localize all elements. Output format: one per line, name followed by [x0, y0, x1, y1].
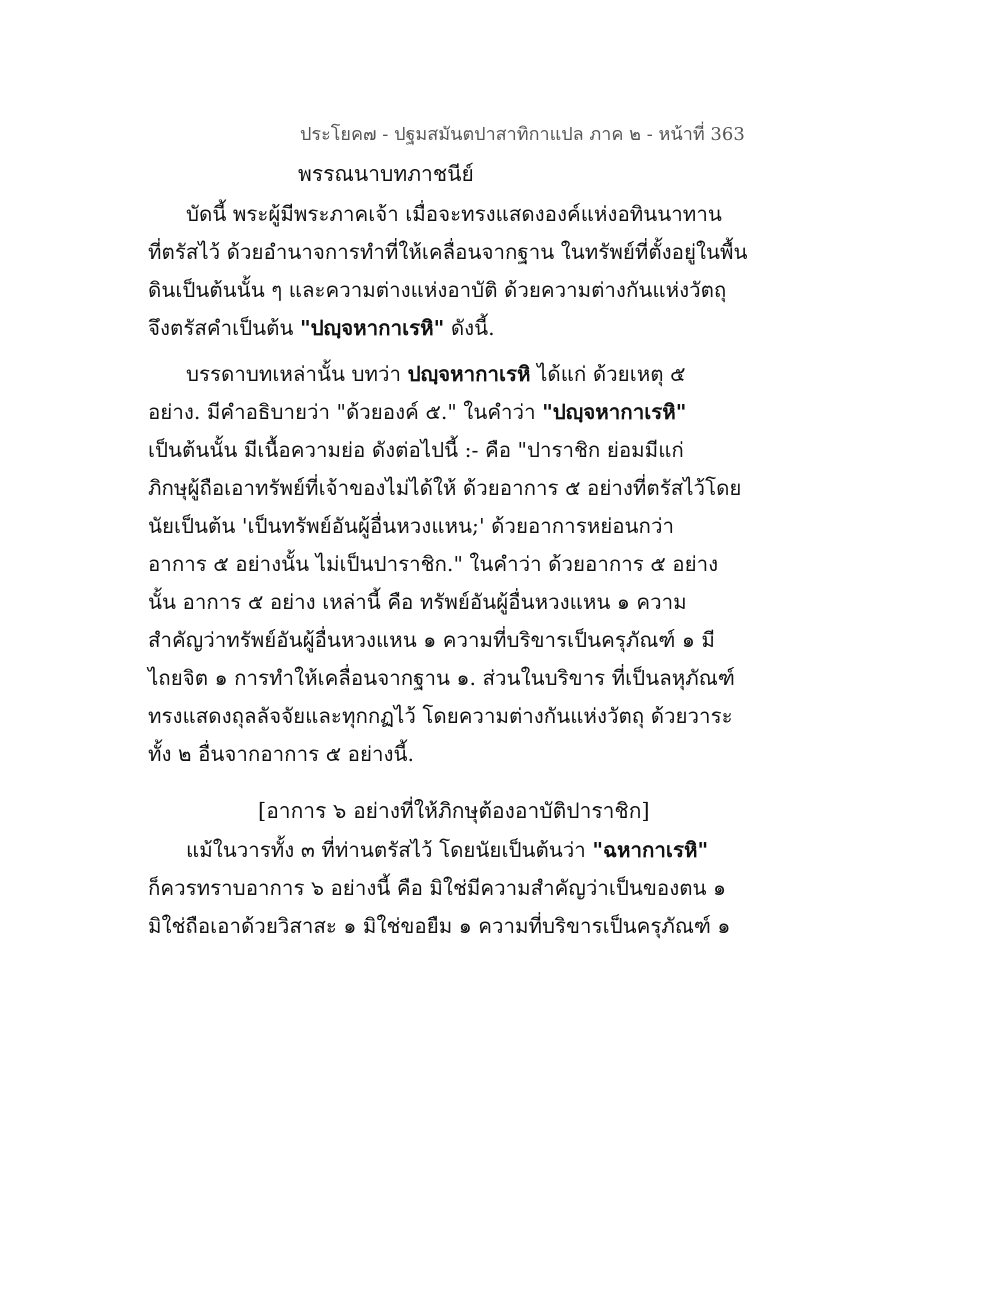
- paragraph-2-line-3: เป็นต้นนั้น มีเนื้อความย่อ ดังต่อไปนี้ :- คือ "ปาราชิก ย่อมมีแก่: [148, 438, 684, 462]
- paragraph-2-line-7: นั้น อาการ ๕ อย่าง เหล่านี้ คือ ทรัพย์อันผู้อื่นหวงแหน ๑ ความ: [148, 590, 687, 614]
- subsection-title: [อาการ ๖ อย่างที่ให้ภิกษุต้องอาบัติปาราชิก]: [258, 799, 650, 823]
- paragraph-1-line-4: [148, 314, 495, 342]
- paragraph-1-term-panca: "ปญฺจหากาเรหิ": [299, 316, 445, 340]
- paragraph-1-line-4-text-a: จึงตรัสคำเป็นต้น: [148, 316, 300, 340]
- running-head: ประโยค๗ - ปฐมสมันตปาสาทิกาแปล ภาค ๒ - หน้าที่ 363: [300, 124, 745, 145]
- paragraph-3-line-2: ก็ควรทราบอาการ ๖ อย่างนี้ คือ มิใช่มีความสำคัญว่าเป็นของตน ๑: [148, 876, 727, 900]
- paragraph-3-term-cha: "ฉหากาเรหิ": [592, 838, 709, 862]
- paragraph-2-line-5: นัยเป็นต้น 'เป็นทรัพย์อันผู้อื่นหวงแหน;' ด้วยอาการหย่อนกว่า: [148, 514, 674, 538]
- paragraph-1-line-3: ดินเป็นต้นนั้น ๆ และความต่างแห่งอาบัติ ด้วยความต่างกันแห่งวัตถุ: [148, 278, 727, 302]
- paragraph-3-line-1-text-a: แม้ในวารทั้ง ๓ ที่ท่านตรัสไว้ โดยนัยเป็นต้นว่า: [186, 838, 593, 862]
- paragraph-3-line-1: [186, 836, 708, 864]
- paragraph-2-line-1: [186, 360, 686, 388]
- paragraph-1-line-4-text-c: ดังนี้.: [444, 316, 495, 340]
- paragraph-2-line-8: สำคัญว่าทรัพย์อันผู้อื่นหวงแหน ๑ ความที่บริขารเป็นครุภัณฑ์ ๑ มี: [148, 628, 715, 652]
- paragraph-1-line-1: บัดนี้ พระผู้มีพระภาคเจ้า เมื่อจะทรงแสดงองค์แห่งอทินนาทาน: [186, 202, 722, 226]
- paragraph-2-line-11: ทั้ง ๒ อื่นจากอาการ ๕ อย่างนี้.: [148, 742, 415, 766]
- paragraph-2-line-1-text-c: ได้แก่ ด้วยเหตุ ๕: [530, 362, 686, 386]
- paragraph-2-line-10: ทรงแสดงถุลลัจจัยและทุกกฏไว้ โดยความต่างกันแห่งวัตถุ ด้วยวาระ: [148, 704, 733, 728]
- paragraph-1-line-2: ที่ตรัสไว้ ด้วยอำนาจการทำที่ให้เคลื่อนจากฐาน ในทรัพย์ที่ตั้งอยู่ในพื้น: [148, 240, 748, 264]
- paragraph-2-line-6: อาการ ๕ อย่างนั้น ไม่เป็นปาราชิก." ในคำว่า ด้วยอาการ ๕ อย่าง: [148, 552, 719, 576]
- paragraph-2-line-4: ภิกษุผู้ถือเอาทรัพย์ที่เจ้าของไม่ได้ให้ ด้วยอาการ ๕ อย่างที่ตรัสไว้โดย: [148, 476, 742, 500]
- paragraph-2-line-1-text-a: บรรดาบทเหล่านั้น บทว่า: [186, 362, 408, 386]
- paragraph-3-line-3: มิใช่ถือเอาด้วยวิสาสะ ๑ มิใช่ขอยืม ๑ ความที่บริขารเป็นครุภัณฑ์ ๑: [148, 914, 731, 938]
- paragraph-2-line-9: ไถยจิต ๑ การทำให้เคลื่อนจากฐาน ๑. ส่วนในบริขาร ที่เป็นลหุภัณฑ์: [148, 666, 735, 690]
- paragraph-2-line-2: [148, 398, 686, 426]
- paragraph-2-line-2-text-a: อย่าง. มีคำอธิบายว่า "ด้วยองค์ ๕." ในคำว่า: [148, 400, 543, 424]
- section-title: พรรณนาบทภาชนีย์: [298, 162, 474, 186]
- paragraph-2-term-panca-quoted: "ปญฺจหากาเรหิ": [542, 400, 687, 424]
- paragraph-2-term-panca: ปญฺจหากาเรหิ: [407, 362, 531, 386]
